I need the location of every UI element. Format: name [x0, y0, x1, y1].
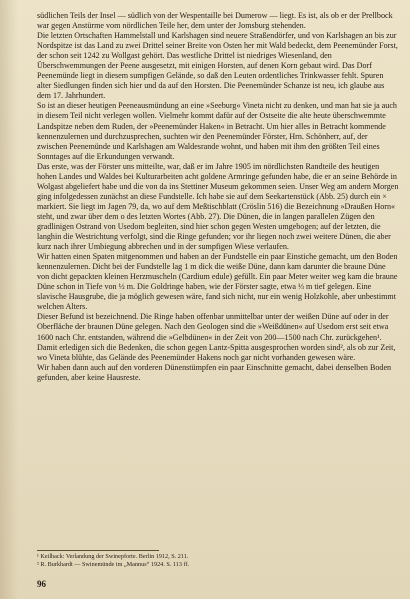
- paragraph: Dieser Befund ist bezeichnend. Die Ringe haben offenbar unmittelbar unter der weißen Düne auf oder in der Oberfläche der braunen Düne gelegen. Nach den Geologen sind die »Weißdünen« auf Usedom erst seit etwa 1600 nach Chr. entstanden, während die »Gelbdünen« in der Zeit von 200—1500 nach Chr. zurückgehen¹.: [37, 312, 389, 342]
- paragraph: So ist an dieser heutigen Peeneausmündung an eine »Seeburg« Vineta nicht zu denken, und man hat sie ja auch in diesem Teil nicht verlegen wollen. Vielmehr kommt dafür auf der Ostseite die alte heute überschwemmte Landspitze neben dem Ruden, der »Peenemünder Haken« in Betracht. Um hier alles in Betracht kommende kennenzulernen und durchzusprechen, suchten wir den Peenemünder Förster, Hrn. Schönherr, auf, der zwischen Peenemünde und Karlshagen am Waldesrande wohnt, und haben mit ihm den größten Teil eines Sonntages auf die Erkundungen verwandt.: [37, 101, 397, 161]
- paragraph: Das erste, was der Förster uns mitteilte, war, daß er im Jahre 1905 im nördlichsten Randteile des heutigen hohen Landes und Waldes bei Kulturarbeiten acht goldene Armringe gefunden habe, die er an seine Behörde in Wolgast abgeliefert habe und die von da ins Stettiner Museum gekommen seien. Unser Weg am andern Morgen ging infolgedessen zunächst an diese Fundstelle. Ich habe sie auf dem Seekartenstück (Abb. 25) durch ein × markiert. Sie liegt im Jagen 79, da, wo auf dem Meßtischblatt (Cröslin 516) die Bezeichnung »Draußen Horn« steht, und zwar über dem o des letzten Wortes (Abb. 27). Die Dünen, die in langen parallelen Zügen den gradlinigen Ostrand von Usedom begleiten, sind hier schon gegen Westen umgebogen; auf der letzten, die langhin die Westrichtung verfolgt, sind die Ringe gefunden; vor ihr liegen noch zwei weitere Dünen, die aber kurz nach ihrer Umbiegung abbrechen und in der sumpfigen Wiese verlaufen.: [37, 161, 399, 252]
- footnotes: [37, 553, 399, 569]
- paragraph: südlichen Teils der Insel — südlich von der Wespentaille bei Dumerow — liegt. Es ist, als ob er der Prellbock war gegen Anstürme vom nördlichen Teile her, dem unter der Jomsburg stehenden.: [37, 11, 393, 31]
- footnote-divider: [37, 550, 159, 551]
- main-text: [37, 11, 399, 383]
- footnote: ¹ Keilhack: Verlandung der Swinepforte. Berlin 1912, S. 211.: [37, 553, 189, 560]
- page-number: 96: [37, 579, 46, 589]
- paragraph: Die letzten Ortschaften Hammelstall und Karlshagen sind neuere Straßendörfer, und von Karlshagen an bis zur Nordspitze ist das Land zu zwei Drittel seiner Breite von Osten her mit Wald bedeckt, dem Peenemünder Forst, der schon seit 1242 zu Wollgast gehört. Das westliche Drittel ist niedriges Wiesenland, den Überschwemmungen der Peene ausgesetzt, mit einigen Horsten, auf denen Korn gebaut wird. Das Dorf Peenemünde liegt in diesem sumpfigen Gelände, so daß den Leuten ordentliches Trinkwasser fehlt. Spuren alter Siedlungen finden sich hier und da auf den Horsten. Die Peenemünder Schanze ist neu, ich glaube aus dem 17. Jahrhundert.: [37, 31, 398, 101]
- paragraph: Wir hatten einen Spaten mitgenommen und haben an der Fundstelle ein paar Einstiche gemacht, um den Boden kennenzulernen. Dicht bei der Fundstelle lag 1 m dick die weiße Düne, dann kam darunter die braune Düne von dicht gepackten kleinen Herzmuscheln (Cardium edule) gefüllt. Ein paar Meter weiter weg kam die braune Düne schon in Tiefe von ½ m. Die Goldringe haben, wie der Förster sagte, etwa ⅓ m tief gelegen. Eine slavische Hausgrube, die ja möglich gewesen wäre, fand sich nicht, nur ein wenig Holzkohle, aber unbestimmt welchen Alters.: [37, 252, 398, 312]
- paragraph: Wir haben dann auch auf den vorderen Dünenstümpfen ein paar Einschnitte gemacht, dabei denselben Boden gefunden, aber keine Hausreste.: [37, 362, 392, 382]
- paragraph: Damit erledigen sich die Bedenken, die schon gegen Lantz-Spitta ausgesprochen worden sind², als ob zur Zeit, wo Vineta blühte, das Gelände des Peenemünder Hakens noch gar nicht vorhanden gewesen wäre.: [37, 342, 396, 362]
- footnote: ² R. Burkhardt — Swinemünde im „Mannus“ 1924. S. 113 ff.: [37, 561, 190, 568]
